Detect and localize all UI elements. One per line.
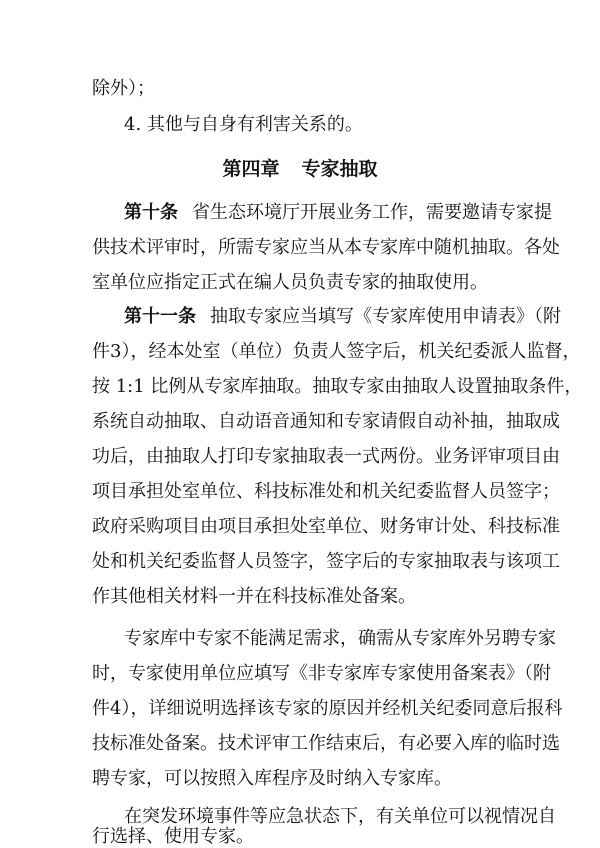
chapter-heading (0, 158, 600, 180)
text-line: 室单位应指定正式在编人员负责专家的抽取使用。 (92, 272, 488, 293)
text-line: 处和机关纪委监督人员签字，签字后的专家抽取表与该项工 (92, 551, 560, 572)
text-line: 行选择、使用专家。 (92, 826, 254, 847)
article-10-first-line (124, 202, 552, 224)
text-line: 项目承担处室单位、科技标准处和机关纪委监督人员签字； (92, 481, 560, 502)
text-line: 件4），详细说明选择该专家的原因并经机关纪委同意后报科 (92, 698, 563, 719)
text-line: 功后，由抽取人打印专家抽取表一式两份。业务评审项目由 (92, 446, 560, 467)
text-line: 除外）； (92, 78, 155, 99)
chapter-number: 第四章 (222, 158, 280, 180)
article-10-label: 第十条 (124, 202, 178, 223)
text-line: 政府采购项目由项目承担处室单位、财务审计处、科技标准 (92, 516, 560, 537)
article-11-first-line (124, 306, 561, 328)
text-line: 在突发环境事件等应急状态下，有关单位可以视情况自 (124, 806, 556, 827)
text-line: 省生态环境厅开展业务工作，需要邀请专家提 (192, 202, 552, 223)
text-line: 件3），经本处室（单位）负责人签字后，机关纪委派人监督， (92, 341, 581, 362)
text-line: 抽取专家应当填写《专家库使用申请表》（附 (210, 306, 561, 327)
chapter-title: 专家抽取 (301, 158, 378, 180)
text-line: 作其他相关材料一并在科技标准处备案。 (92, 586, 416, 607)
text-line: 按 1:1 比例从专家库抽取。抽取专家由抽取人设置抽取条件， (92, 376, 583, 397)
text-line: 供技术评审时，所需专家应当从本专家库中随机抽取。各处 (92, 237, 560, 258)
article-11-label: 第十一条 (124, 306, 196, 327)
text-line: 技标准处备案。技术评审工作结束后，有必要入库的临时选 (92, 733, 560, 754)
text-line: 时，专家使用单位应填写《非专家库专家使用备案表》（附 (92, 663, 551, 684)
list-item-4: 4. 其他与自身有利害关系的。 (124, 114, 363, 135)
text-line: 聘专家，可以按照入库程序及时纳入专家库。 (92, 768, 452, 789)
text-line: 系统自动抽取、自动语音通知和专家请假自动补抽，抽取成 (92, 411, 560, 432)
text-line: 专家库中专家不能满足需求，确需从专家库外另聘专家 (124, 628, 556, 649)
